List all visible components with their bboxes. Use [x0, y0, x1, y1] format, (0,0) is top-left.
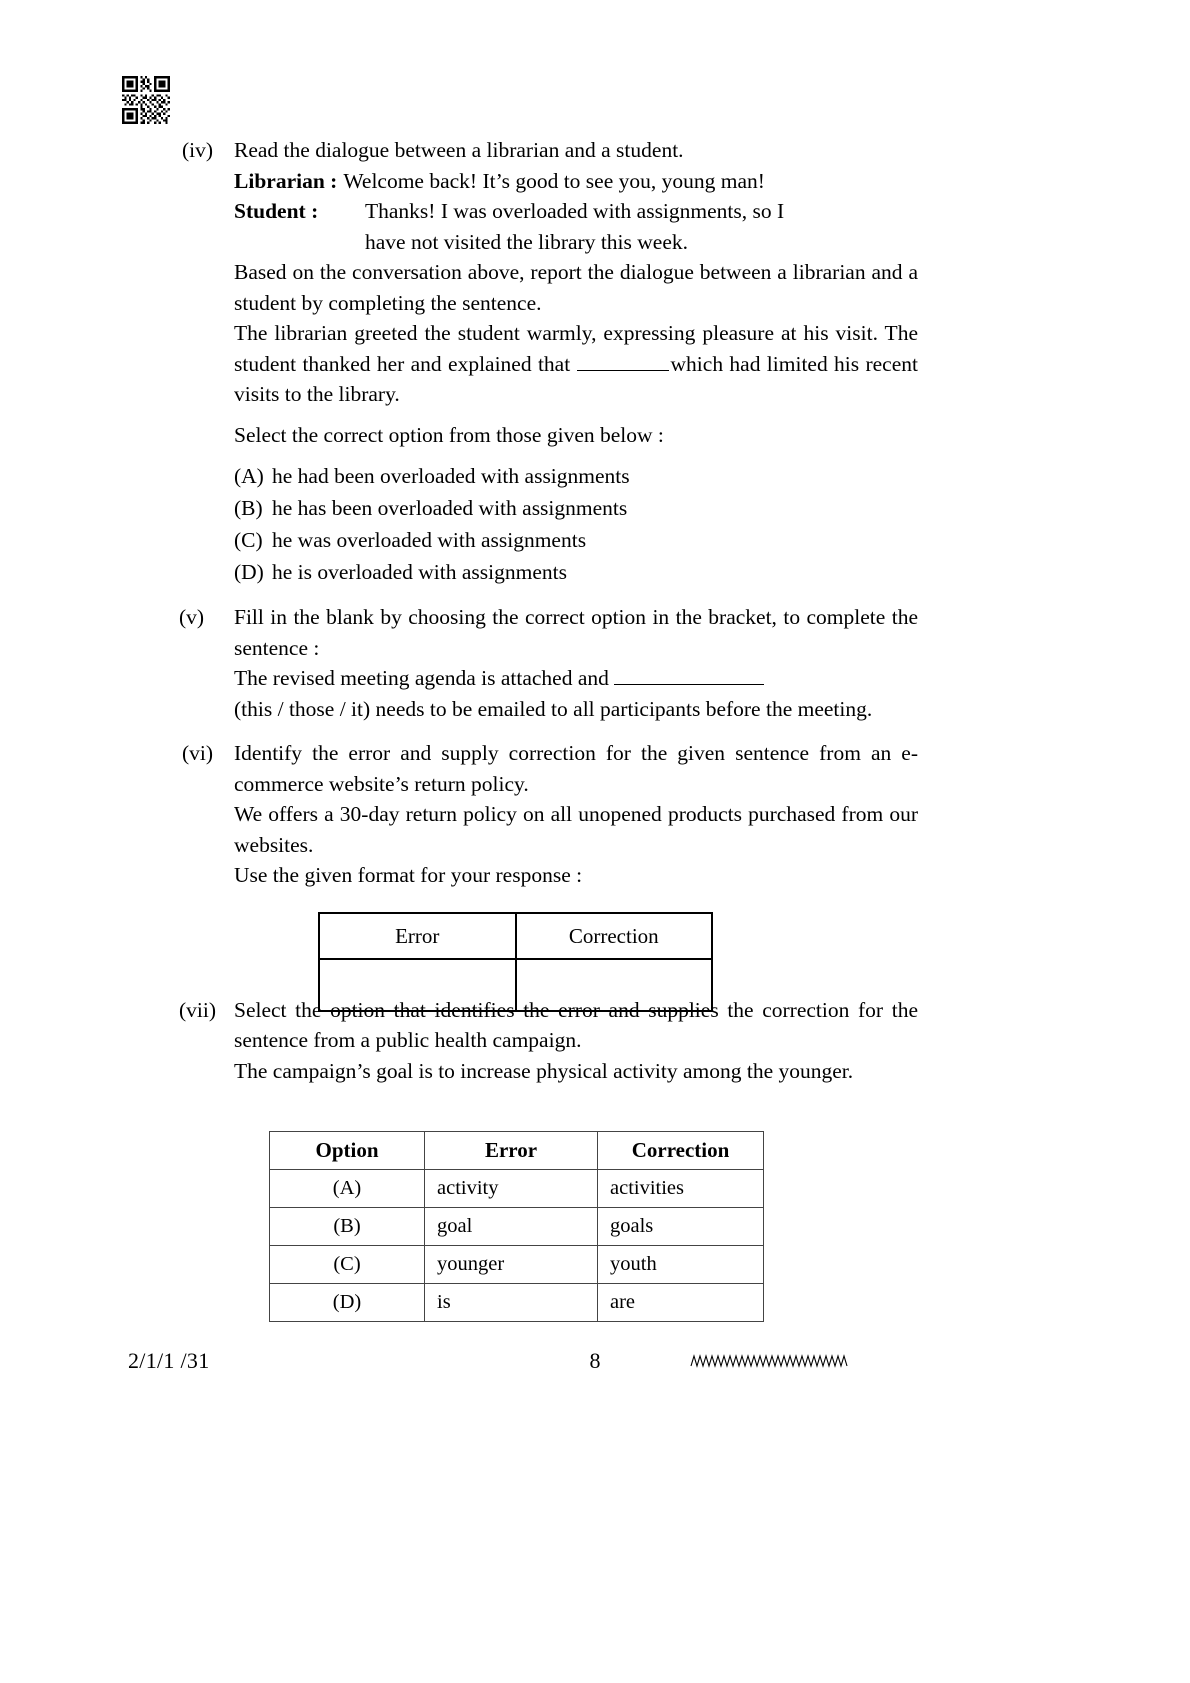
- option-text-a: he had been overloaded with assignments: [272, 464, 630, 488]
- header-error: Error: [425, 1132, 598, 1170]
- dialogue-line-student: [234, 196, 918, 227]
- question-v-number: (v): [179, 605, 205, 629]
- table-row[interactable]: [270, 1284, 764, 1322]
- header-correction: Correction: [598, 1132, 764, 1170]
- dialogue-speaker-librarian: Librarian :: [234, 168, 338, 193]
- table-row: [319, 959, 712, 1011]
- table-row[interactable]: [270, 1246, 764, 1284]
- report-part-2: which had limited his recent visits to the library.: [234, 351, 918, 406]
- answer-blank[interactable]: [577, 353, 669, 371]
- cell-correction-a: activities: [598, 1170, 764, 1208]
- header-option: Option: [270, 1132, 425, 1170]
- option-key-c: (C): [234, 528, 263, 552]
- question-vii-prompt: Select the option that identifies the error and supplies the correction for the sentence from a public health campaign.: [234, 997, 918, 1052]
- option-error-correction-table: [269, 1131, 764, 1322]
- option-key-a: (A): [234, 464, 264, 488]
- question-iv-number: (iv): [182, 138, 214, 162]
- question-vi-sentence: We offers a 30-day return policy on all unopened products purchased from our websites.: [234, 802, 918, 857]
- option-key-b: (B): [234, 496, 263, 520]
- dialogue-text-librarian: Welcome back! It’s good to see you, young man!: [343, 168, 765, 193]
- question-vii-number: (vii): [179, 997, 217, 1022]
- cell-option-d: (D): [270, 1284, 425, 1322]
- footer-page-number: 8: [589, 1348, 601, 1373]
- question-v-prompt: Fill in the blank by choosing the correct option in the bracket, to complete the sentence :: [234, 605, 918, 660]
- option-text-b: he has been overloaded with assignments: [272, 496, 628, 520]
- question-iv: [178, 135, 918, 588]
- question-vi-format-line: Use the given format for your response :: [234, 863, 583, 887]
- cell-correction-blank[interactable]: [516, 959, 713, 1011]
- option-text-d: he is overloaded with assignments: [272, 560, 567, 584]
- header-error: Error: [319, 913, 516, 959]
- cell-correction-d: are: [598, 1284, 764, 1322]
- cell-option-b: (B): [270, 1208, 425, 1246]
- table-row-header: [270, 1132, 764, 1170]
- answer-blank-v[interactable]: [614, 667, 764, 685]
- dialogue-text-student: Thanks! I was overloaded with assignments, so I: [365, 199, 785, 223]
- cell-correction-c: youth: [598, 1246, 764, 1284]
- header-correction: Correction: [516, 913, 713, 959]
- question-v-sentence-1: [234, 663, 918, 694]
- cell-error-blank[interactable]: [319, 959, 516, 1011]
- option-row-c[interactable]: [234, 524, 918, 556]
- question-vi: [178, 738, 918, 891]
- qr-code-icon: [122, 76, 170, 124]
- sentence-part-1: The revised meeting agenda is attached and: [234, 666, 609, 690]
- error-correction-response-table: [318, 912, 713, 1012]
- cell-option-a: (A): [270, 1170, 425, 1208]
- cell-error-c: younger: [425, 1246, 598, 1284]
- cell-option-c: (C): [270, 1246, 425, 1284]
- cell-error-d: is: [425, 1284, 598, 1322]
- question-iv-prompt: Read the dialogue between a librarian and a student.: [234, 138, 684, 162]
- option-row-a[interactable]: [234, 460, 918, 492]
- report-part-1: The librarian greeted the student warmly, expressing pleasure at his visit. The student thanked her and explained that: [234, 321, 918, 376]
- option-row-b[interactable]: [234, 492, 918, 524]
- question-vi-number: (vi): [182, 741, 214, 765]
- table-row-header: [319, 913, 712, 959]
- dialogue-line-librarian: [234, 166, 918, 197]
- wavy-barcode-mark-icon: [690, 1352, 850, 1372]
- table-row[interactable]: [270, 1208, 764, 1246]
- option-row-d[interactable]: [234, 556, 918, 588]
- question-vii-sentence: The campaign’s goal is to increase physical activity among the younger.: [234, 1058, 854, 1083]
- question-iv-instruction: Based on the conversation above, report the dialogue between a librarian and a student by completing the sentence.: [234, 260, 918, 315]
- dialogue-text-student-continued: have not visited the library this week.: [365, 229, 689, 254]
- option-text-c: he was overloaded with assignments: [272, 528, 587, 552]
- cell-correction-b: goals: [598, 1208, 764, 1246]
- cell-error-a: activity: [425, 1170, 598, 1208]
- footer-paper-code: 2/1/1 /31: [128, 1348, 210, 1373]
- cell-error-b: goal: [425, 1208, 598, 1246]
- question-iv-report-sentence: [234, 318, 918, 410]
- question-vi-prompt: Identify the error and supply correction for the given sentence from an e-commerce website’s return policy.: [234, 741, 918, 796]
- option-key-d: (D): [234, 560, 264, 584]
- question-v-sentence-2: (this / those / it) needs to be emailed to all participants before the meeting.: [234, 696, 873, 721]
- table-row[interactable]: [270, 1170, 764, 1208]
- question-v: [178, 602, 918, 724]
- question-iv-select-line: Select the correct option from those given below :: [234, 422, 664, 447]
- dialogue-speaker-student: Student :: [234, 199, 319, 223]
